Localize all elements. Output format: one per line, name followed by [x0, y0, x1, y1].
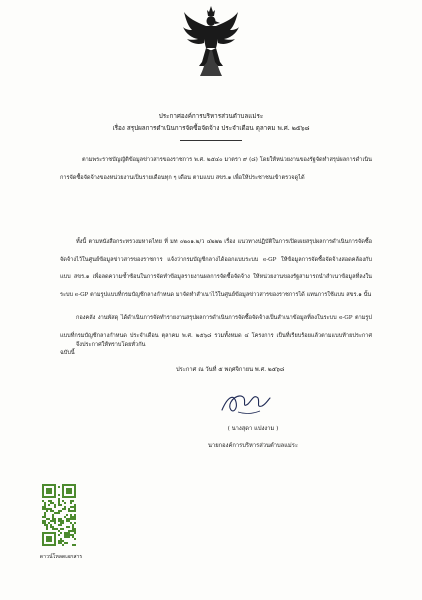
body-paragraph-2: ทั้งนี้ ตามหนังสือกระทรวงมหาดไทย ที่ มท ๐๒๐๑.๒/ว ๔๒๒๒ เรื่อง แนวทางปฏิบัติในการเปิดเผยสรุปผลการดำเนินการจัดซื้อจัดจ้างไว้ในศูนย์ข้อมูลข่าวสารของราชการ แจ้งว่ากรมบัญชีกลางได้ออกแบบระบบ e-GP ให้ข้อมูลการจัดซื้อจัดจ้างสอดคล้องกับแบบ สขร.๑ เพื่อลดความซ้ำซ้อนในการจัดทำข้อมูลรายงานผลการจัดซื้อจัดจ้าง ให้หน่วยงานของรัฐสามารถนำสำเนาข้อมูลที่ลงในระบบ e-GP ตามรูปแบบที่กรมบัญชีกลางกำหนด มาจัดทำสำเนาไว้ในศูนย์ข้อมูลข่าวสารของราชการได้ แทนการใช้แบบ สขร.๑ นั้น [60, 239, 372, 298]
announcement-date: ประกาศ ณ วันที่ ๕ พฤศจิกายน พ.ศ. ๒๕๖๘ [176, 367, 285, 373]
header-divider [180, 140, 242, 141]
announcement-subject: เรื่อง สรุปผลการดำเนินการจัดซื้อจัดจ้าง ประจำเดือน ตุลาคม พ.ศ. ๒๕๖๘ [112, 125, 310, 132]
signatory-name: ( นางสุดา แปงงาม ) [227, 426, 279, 432]
announcement-title: ประกาศองค์การบริหารส่วนตำบลแม่ระ [158, 113, 264, 120]
garuda-emblem-icon [182, 4, 240, 78]
qr-code-icon[interactable] [42, 484, 76, 546]
signatory-position: นายกองค์การบริหารส่วนตำบลแม่ระ [208, 443, 298, 449]
body-paragraph-1: ตามพระราชบัญญัติข้อมูลข่าวสารของราชการ พ.ศ. ๒๕๔๐ มาตรา ๙ (๘) โดยให้หน่วยงานของรัฐจัดทำสรุปผลการดำเนินการจัดซื้อจัดจ้างของหน่วยงานเป็นรายเดือนทุก ๆ เดือน ตามแบบ สขร.๑ เพื่อให้ประชาชนเข้าตรวจดูได้ [60, 157, 372, 181]
qr-download-label: ดาวน์โหลดเอกสาร [39, 554, 83, 560]
handwritten-signature [218, 386, 272, 420]
body-paragraph-3: กองคลัง งานพัสดุ ได้ดำเนินการจัดทำรายงานสรุปผลการดำเนินการจัดซื้อจัดจ้างเป็นสำเนาข้อมูลที่ลงในระบบ e-GP ตามรูปแบบที่กรมบัญชีกลางกำหนด ประจำเดือน ตุลาคม พ.ศ. ๒๕๖๘ รวมทั้งหมด ๔ โครงการ เป็นที่เรียบร้อยแล้วตามแบบท้ายประกาศฉบับนี้ [60, 315, 372, 356]
body-paragraph-4: จึงประกาศให้ทราบโดยทั่วกัน [76, 342, 146, 348]
